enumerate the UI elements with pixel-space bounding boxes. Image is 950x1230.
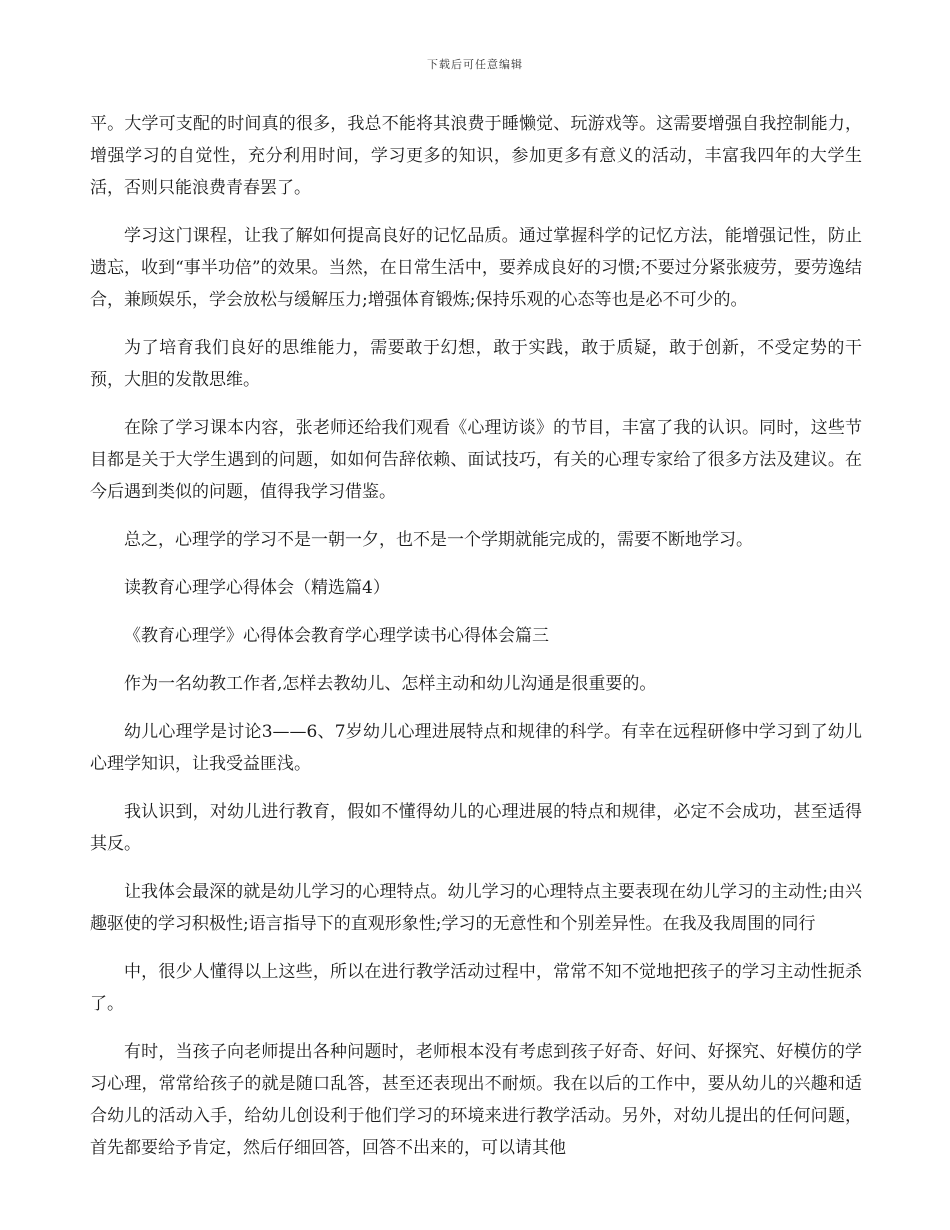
paragraph: 幼儿心理学是讨论3——6、7岁幼儿心理进展特点和规律的科学。有幸在远程研修中学习到了幼儿心理学知识，让我受益匪浅。 [90,722,862,774]
section-heading: 读教育心理学心得体会（精选篇4） [124,578,390,598]
paragraph: 平。大学可支配的时间真的很多，我总不能将其浪费于睡懒觉、玩游戏等。这需要增强自我控制能力，增强学习的自觉性，充分利用时间，学习更多的知识，参加更多有意义的活动，丰富我四年的大学生活，否则只能浪费青春罢了。 [90,114,862,198]
paragraph: 有时，当孩子向老师提出各种问题时，老师根本没有考虑到孩子好奇、好问、好探究、好模仿的学习心理，常常给孩子的就是随口乱答，甚至还表现出不耐烦。我在以后的工作中，要从幼儿的兴趣和适合幼儿的活动入手，给幼儿创设利于他们学习的环境来进行教学活动。另外，对幼儿提出的任何问题，首先都要给予肯定，然后仔细回答，回答不出来的，可以请其他 [90,1042,862,1158]
page-header: 下载后可任意编辑 [427,58,523,71]
paragraph: 作为一名幼教工作者,怎样去教幼儿、怎样主动和幼儿沟通是很重要的。 [124,674,657,694]
document-body [90,108,862,1180]
paragraph: 在除了学习课本内容，张老师还给我们观看《心理访谈》的节目，丰富了我的认识。同时，这些节目都是关于大学生遇到的问题，如如何告辞依赖、面试技巧，有关的心理专家给了很多方法及建议。在今后遇到类似的问题，值得我学习借鉴。 [90,418,862,502]
paragraph: 为了培育我们良好的思维能力，需要敢于幻想，敢于实践，敢于质疑，敢于创新，不受定势的干预，大胆的发散思维。 [90,338,862,390]
paragraph: 中，很少人懂得以上这些，所以在进行教学活动过程中，常常不知不觉地把孩子的学习主动性扼杀了。 [90,962,862,1014]
paragraph: 让我体会最深的就是幼儿学习的心理特点。幼儿学习的心理特点主要表现在幼儿学习的主动性;由兴趣驱使的学习积极性;语言指导下的直观形象性;学习的无意性和个别差异性。在我及我周围的同行 [90,882,862,934]
section-subheading: 《教育心理学》心得体会教育学心理学读书心得体会篇三 [124,626,549,646]
paragraph: 总之，心理学的学习不是一朝一夕，也不是一个学期就能完成的，需要不断地学习。 [124,530,753,550]
paragraph: 学习这门课程，让我了解如何提高良好的记忆品质。通过掌握科学的记忆方法，能增强记性，防止遗忘，收到“事半功倍”的效果。当然，在日常生活中，要养成良好的习惯;不要过分紧张疲劳，要劳逸结合，兼顾娱乐，学会放松与缓解压力;增强体育锻炼;保持乐观的心态等也是必不可少的。 [90,226,862,310]
paragraph: 我认识到，对幼儿进行教育，假如不懂得幼儿的心理进展的特点和规律，必定不会成功，甚至适得其反。 [90,802,862,854]
